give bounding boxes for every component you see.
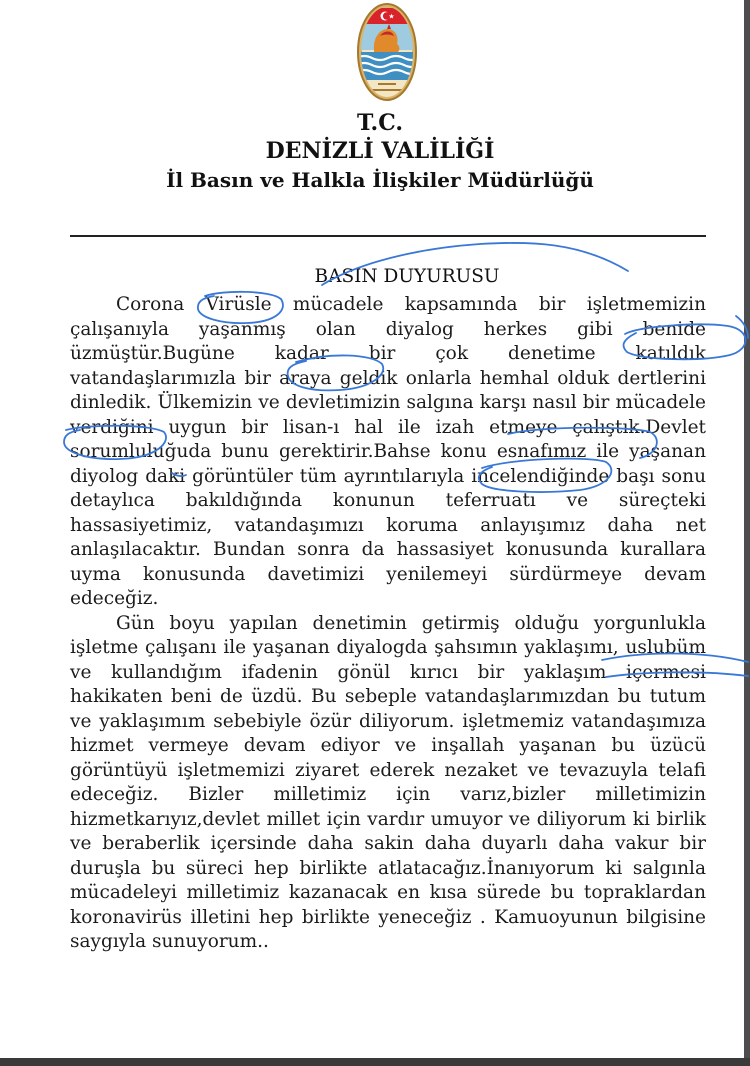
- emblem-icon: [356, 0, 418, 104]
- header-divider: [70, 235, 706, 237]
- document-title: BASIN DUYURUSU: [314, 266, 500, 287]
- header-governorship: DENİZLİ VALİLİĞİ: [265, 138, 495, 164]
- document-body: [70, 293, 706, 955]
- page-edge-bottom: [0, 1058, 750, 1066]
- header-tc: T.C.: [357, 110, 403, 136]
- paragraph-1: Corona Virüsle mücadele kapsamında bir işletmemizin çalışanıyla yaşanmış olan diyalog herkes gibi benide üzmüştür.Bugüne kadar bir çok denetime katıldık vatandaşlarımızla bir araya geldik onlarla hemhal olduk dertlerini dinledik. Ülkemizin ve devletimizin salgına karşı nasıl bir mücadele verdiğini uygun bir lisan-ı hal ile izah etmeye çalıştık.Devlet sorumluluğuda bunu gerektirir.Bahse konu esnafımız ile yaşanan diyolog daki görüntüler tüm ayrıntılarıyla incelendiğinde başı sonu detaylıca bakıldığında konunun teferruatı ve süreçteki hassasiyetimiz, vatandaşımızı koruma anlayışımız daha net anlaşılacaktır. Bundan sonra da hassasiyet konusunda kurallara uyma konusunda davetimizi yenilemeyi sürdürmeye devam edeceğiz.: [70, 294, 706, 609]
- header-directorate: İl Basın ve Halkla İlişkiler Müdürlüğü: [166, 168, 594, 192]
- paragraph-2: Gün boyu yapılan denetimin getirmiş olduğu yorgunlukla işletme çalışanı ile yaşanan diyalogda şahsımın yaklaşımı, uslubüm ve kullandığım ifadenin gönül kırıcı bir yaklaşım içermesi hakikaten beni de üzdü. Bu sebeple vatandaşlarımızdan bu tutum ve yaklaşımım sebebiyle özür diliyorum. işletmemiz vatandaşımıza hizmet vermeye devam ediyor ve inşallah yaşanan bu üzücü görüntüyü işletmemizi ziyaret ederek nezaket ve tevazuyla telafi edeceğiz. Bizler milletimiz için varız,bizler milletimizin hizmetkarıyız,devlet millet için vardır umuyor ve diliyorum ki birlik ve beraberlik içersinde daha sakin daha duyarlı daha vakur bir duruşla bu süreci hep birlikte atlatacağız.İnanıyorum ki salgınla mücadeleyi milletimiz kazanacak en kısa sürede bu topraklardan koronavirüs illetini hep birlikte yeneceğiz . Kamuoyunun bilgisine saygıyla sunuyorum..: [70, 612, 706, 952]
